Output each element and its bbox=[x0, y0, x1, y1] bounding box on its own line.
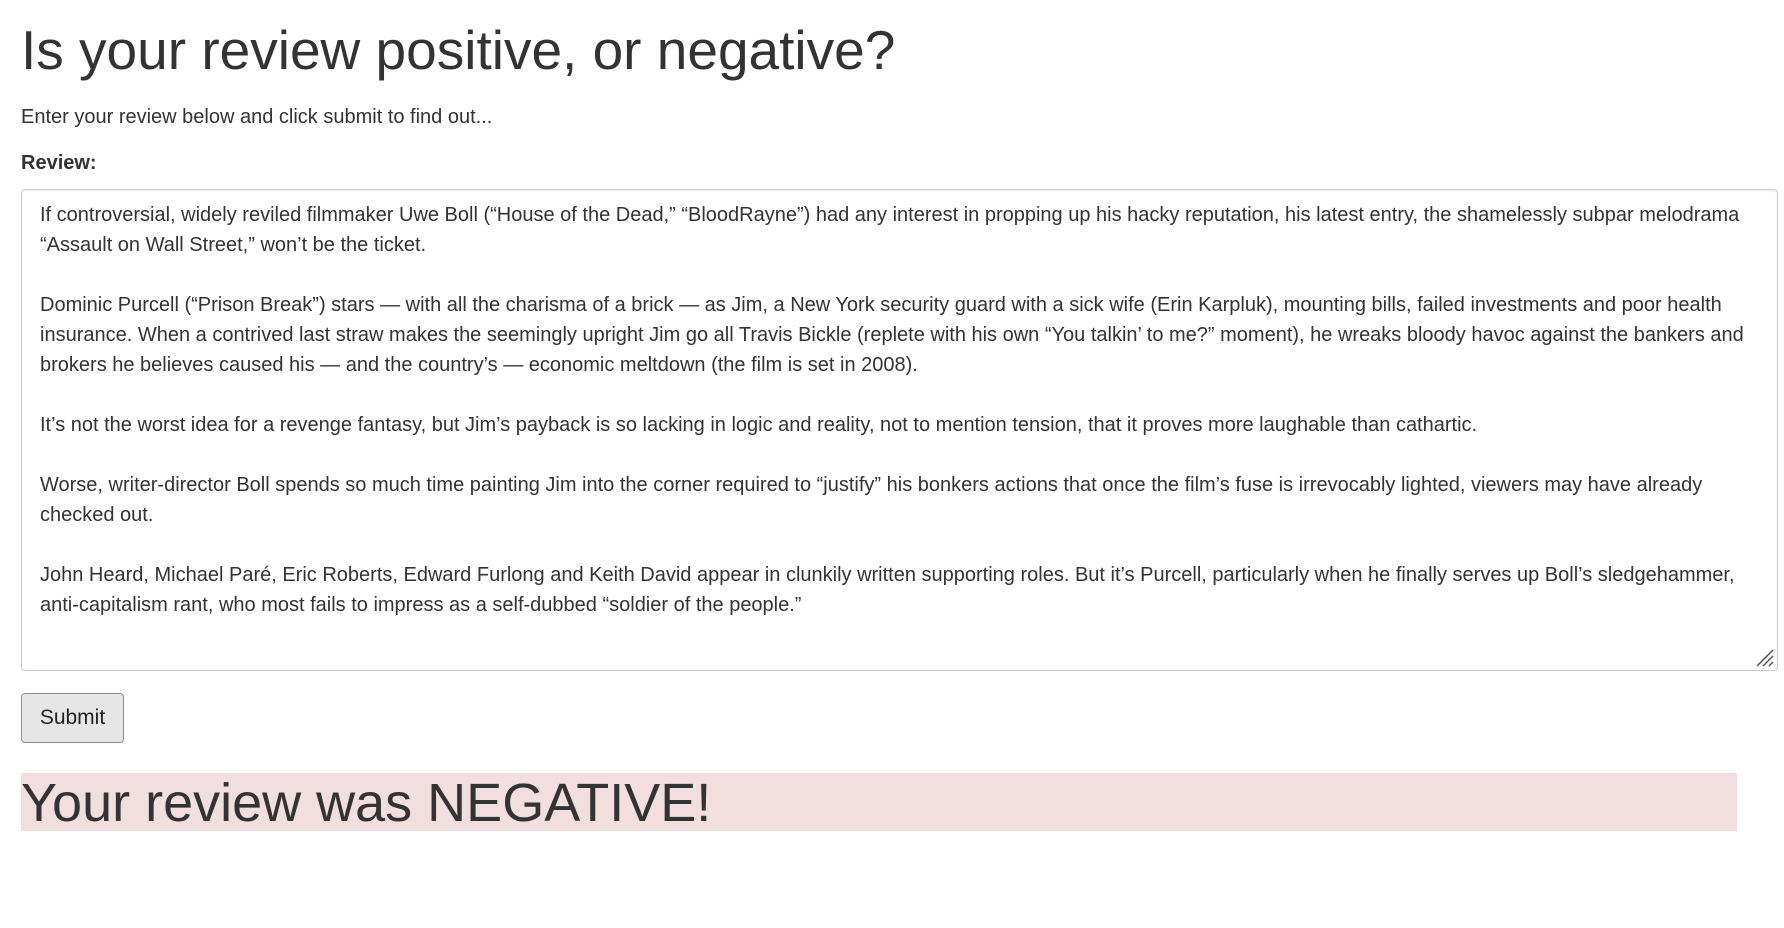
review-label: Review: bbox=[21, 152, 97, 174]
result-text: Your review was NEGATIVE! bbox=[21, 773, 712, 831]
review-paragraph: John Heard, Michael Paré, Eric Roberts, Edward Furlong and Keith David appear in clunkily written supporting roles. But it’s Purcell, particularly when he finally serves up Boll’s sledgehammer, anti-capitalism rant, who most fails to impress as a self-dubbed “soldier of the people.” bbox=[40, 564, 1735, 616]
submit-button[interactable]: Submit bbox=[21, 693, 124, 743]
result-banner bbox=[21, 773, 1737, 831]
review-paragraph: Dominic Purcell (“Prison Break”) stars — with all the charisma of a brick — as Jim, a New York security guard with a sick wife (Erin Karpluk), mounting bills, failed investments and poor health insurance. When a contrived last straw makes the seemingly upright Jim go all Travis Bickle (replete with his own “You talkin’ to me?” moment), he wreaks bloody havoc against the bankers and brokers he believes caused his — and the country’s — economic meltdown (the film is set in 2008). bbox=[40, 294, 1744, 376]
review-textarea[interactable] bbox=[21, 189, 1778, 671]
page-subtitle: Enter your review below and click submit to find out... bbox=[21, 106, 493, 128]
review-paragraph: It’s not the worst idea for a revenge fantasy, but Jim’s payback is so lacking in logic and reality, not to mention tension, that it proves more laughable than cathartic. bbox=[40, 414, 1478, 436]
resize-handle-icon[interactable] bbox=[1753, 646, 1775, 668]
review-paragraph: If controversial, widely reviled filmmaker Uwe Boll (“House of the Dead,” “BloodRayne”) had any interest in propping up his hacky reputation, his latest entry, the shamelessly subpar melodrama “Assault on Wall Street,” won’t be the ticket. bbox=[40, 204, 1740, 256]
review-paragraph: Worse, writer-director Boll spends so much time painting Jim into the corner required to “justify” his bonkers actions that once the film’s fuse is irrevocably lighted, viewers may have already checked out. bbox=[40, 474, 1703, 526]
page-title: Is your review positive, or negative? bbox=[21, 19, 896, 81]
